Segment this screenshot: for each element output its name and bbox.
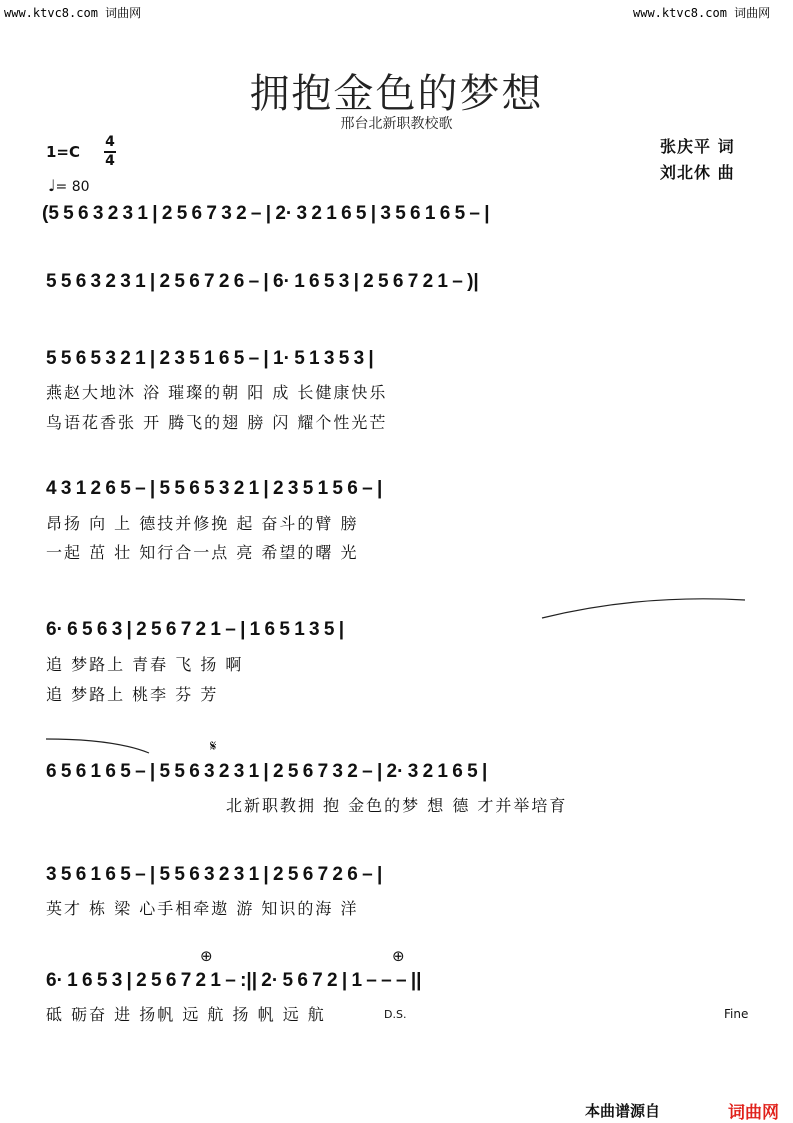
notation-row-1: (5 5 6 3 2 3 1 | 2 5 6 7 3 2 – | 2· 3 2 1 6 5 | 3 5 6 1 6 5 – | [42, 203, 490, 224]
coda-marker-1: ⊕ [200, 947, 213, 965]
source-text: 本曲谱源自 [585, 1102, 661, 1120]
lyricist-credit: 张庆平 词 [660, 137, 735, 156]
coda-marker-2: ⊕ [392, 947, 405, 965]
lyric-row-4-verse-1: 昂扬 向 上 德技并修挽 起 奋斗的臂 膀 [46, 514, 359, 533]
ds-marker: D.S. [384, 1008, 407, 1021]
song-title: 拥抱金色的梦想 [249, 71, 544, 117]
slur-row-5 [540, 592, 750, 622]
time-signature [104, 135, 116, 169]
notation-row-2: 5 5 6 3 2 3 1 | 2 5 6 7 2 6 – | 6· 1 6 5 3 | 2 5 6 7 2 1 – )| [46, 271, 479, 292]
notation-row-7: 3 5 6 1 6 5 – | 5 5 6 3 2 3 1 | 2 5 6 7 2 6 – | [46, 864, 383, 885]
lyric-row-5-verse-2: 追 梦路上 桃李 芬 芳 [46, 685, 219, 704]
notation-row-4: 4 3 1 2 6 5 – | 5 5 6 5 3 2 1 | 2 3 5 1 5 6 – | [46, 478, 383, 499]
lyric-row-3-verse-2: 鸟语花香张 开 腾飞的翅 膀 闪 耀个性光芒 [46, 413, 388, 432]
notation-row-3: 5 5 6 5 3 2 1 | 2 3 5 1 6 5 – | 1· 5 1 3 5 3 | [46, 348, 374, 369]
watermark-right: www.ktvc8.com 词曲网 [633, 6, 771, 20]
composer-credit: 刘北休 曲 [660, 163, 735, 182]
fine-marker: Fine [724, 1007, 749, 1021]
watermark-left: www.ktvc8.com 词曲网 [4, 6, 142, 20]
lyric-row-3-verse-1: 燕赵大地沐 浴 璀璨的朝 阳 成 长健康快乐 [46, 383, 388, 402]
notation-row-6: 6 5 6 1 6 5 – | 5 5 6 3 2 3 1 | 2 5 6 7 3 2 – | 2· 3 2 1 6 5 | [46, 761, 488, 782]
segno-marker: 𝄋 [210, 737, 217, 755]
song-subtitle: 邢台北新职教校歌 [340, 116, 453, 132]
notation-row-5: 6· 6 5 6 3 | 2 5 6 7 2 1 – | 1 6 5 1 3 5 | [46, 619, 345, 640]
lyric-row-8: 砥 砺奋 进 扬帆 远 航 扬 帆 远 航 [46, 1005, 326, 1024]
time-signature-top: 4 [105, 134, 115, 150]
tempo-value: = 80 [55, 179, 90, 195]
tempo-marking [48, 176, 90, 195]
slur-row-6 [44, 733, 154, 757]
notation-row-8: 6· 1 6 5 3 | 2 5 6 7 2 1 – :|| 2· 5 6 7 2 | 1 – – – || [46, 970, 422, 991]
key-signature: 1=C [46, 143, 81, 161]
site-logo: 词曲网 [728, 1103, 779, 1123]
time-signature-bottom: 4 [105, 153, 115, 169]
quarter-note-icon: ♩ [48, 176, 56, 195]
lyric-row-5-verse-1: 追 梦路上 青春 飞 扬 啊 [46, 655, 244, 674]
lyric-row-4-verse-2: 一起 茁 壮 知行合一点 亮 希望的曙 光 [46, 543, 359, 562]
lyric-row-7: 英才 栋 梁 心手相牵遨 游 知识的海 洋 [46, 899, 359, 918]
lyric-row-6: 北新职教拥 抱 金色的梦 想 德 才并举培育 [226, 796, 568, 815]
